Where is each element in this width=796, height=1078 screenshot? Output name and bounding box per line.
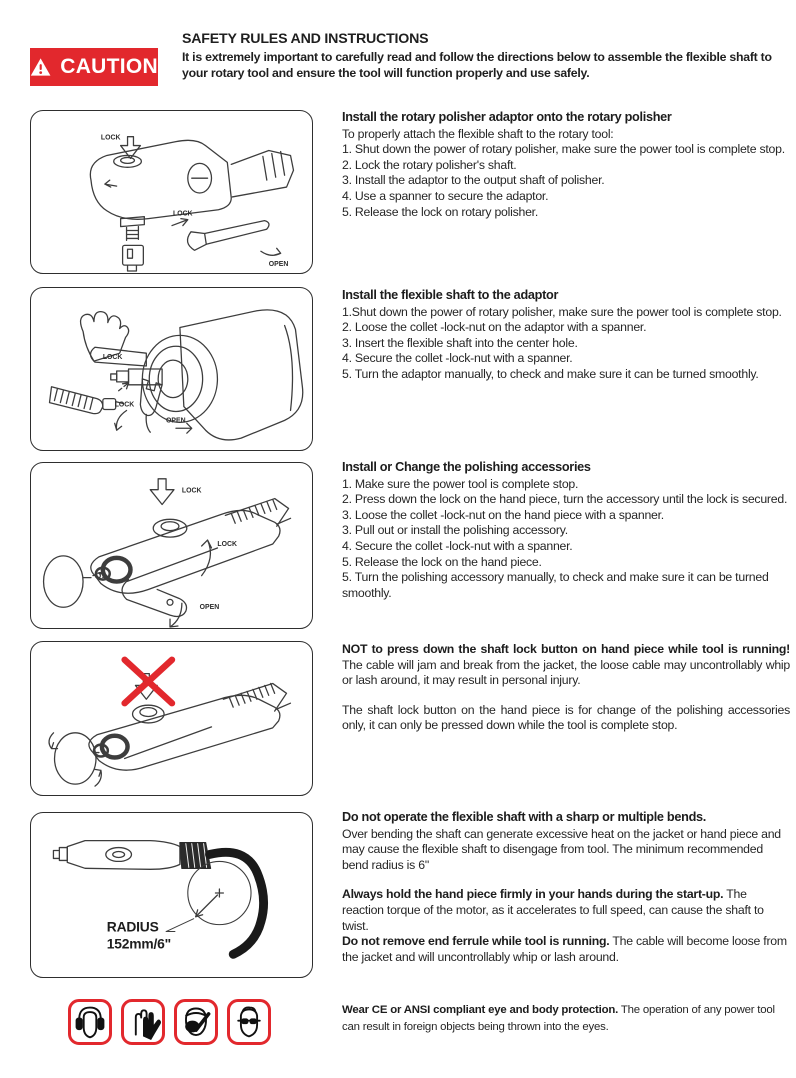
section-heading: Install the flexible shaft to the adaptor [342, 288, 559, 302]
list-item: 3. Pull out or install the polishing accessory. [342, 523, 568, 538]
figure3-lock-side-label: LOCK [217, 540, 238, 548]
list-item: 2. Press down the lock on the hand piece, turn the accessory until the lock is secured. [342, 492, 788, 507]
warning-bold-lead: NOT to press down the shaft lock button on hand piece while tool is running! [342, 642, 790, 656]
safety-icons-row [68, 999, 271, 1045]
list-item: 1. Make sure the power tool is complete stop. [342, 476, 579, 491]
warning-triangle-icon [30, 56, 51, 78]
shaft-to-adaptor-illustration [31, 288, 312, 450]
figure-no-press-lock [30, 641, 313, 796]
ferrule-paragraph [342, 934, 790, 965]
safety-goggles-icon [231, 1004, 267, 1040]
list-item: 2. Loose the collet -lock-nut on the adaptor with a spanner. [342, 320, 647, 335]
hold-paragraph [342, 887, 790, 934]
page-title: SAFETY RULES AND INSTRUCTIONS [182, 31, 429, 47]
list-item: 5. Release the lock on rotary polisher. [342, 204, 538, 219]
figure-bend-radius [30, 812, 313, 978]
caution-label: CAUTION [60, 55, 158, 78]
paragraph-spacer [342, 689, 790, 703]
list-item: 2. Lock the rotary polisher's shaft. [342, 157, 517, 172]
list-item: 5. Release the lock on the hand piece. [342, 554, 542, 569]
protective-gloves-badge [121, 999, 165, 1045]
figure3-lock-top-label: LOCK [181, 487, 202, 495]
section-install-adaptor [342, 110, 790, 220]
warning-paragraph [342, 642, 790, 689]
list-item: 4. Secure the collet -lock-nut with a spanner. [342, 538, 573, 553]
list-item: 1.Shut down the power of rotary polisher, make sure the power tool is complete stop. [342, 304, 782, 319]
ppe-bold-lead: Wear CE or ANSI compliant eye and body protection. [342, 1004, 619, 1016]
dust-mask-icon [178, 1004, 214, 1040]
safety-goggles-badge [227, 999, 271, 1045]
figure1-open-label: OPEN [268, 261, 289, 269]
bend-paragraph: Over bending the shaft can generate excessive heat on the jacket or hand piece and may cause the flexible shaft to disengage from tool. The minimum recommended bend radius is 6" [342, 826, 781, 872]
section-heading: Do not operate the flexible shaft with a sharp or multiple bends. [342, 810, 706, 824]
list-item: 4. Secure the collet -lock-nut with a spanner. [342, 351, 573, 366]
accessory-change-illustration [31, 463, 312, 628]
figure2-lock-arrow-label: LOCK [114, 401, 135, 409]
dust-mask-badge [174, 999, 218, 1045]
paragraph-spacer [342, 873, 790, 887]
ferrule-bold-lead: Do not remove end ferrule while tool is running. [342, 934, 610, 949]
section-lock-warning [342, 642, 790, 734]
figure2-lock-wrench-label: LOCK [102, 354, 123, 362]
section-heading: Install or Change the polishing accessories [342, 460, 591, 474]
lock-button-paragraph: The shaft lock button on the hand piece is for change of the polishing accessories only, it can only be pressed down while the tool is complete stop. [342, 702, 790, 733]
caution-badge [30, 48, 158, 86]
adaptor-install-illustration [31, 111, 312, 273]
section-install-shaft [342, 288, 790, 383]
ppe-note [342, 1002, 790, 1035]
list-item: 1. Shut down the power of rotary polisher, make sure the power tool is complete stop. [342, 142, 785, 157]
radius-label: RADIUS [106, 918, 159, 935]
warning-rest: The cable will jam and break from the jacket, the loose cable may uncontrollably whip or lash around, it may result in personal injury. [342, 657, 790, 688]
ferrule-rest: The cable will become loose from the jacket and will uncontrollably whip or lash around. [342, 934, 787, 964]
ppe-rest: The operation of any power tool can result in foreign objects being thrown into the eyes. [342, 1004, 775, 1033]
section-change-accessories [342, 460, 790, 601]
list-item: To properly attach the flexible shaft to the rotary tool: [342, 126, 614, 141]
figure-shaft-to-adaptor [30, 287, 313, 451]
figure2-open-label: OPEN [166, 417, 186, 425]
no-press-lock-illustration [31, 642, 312, 795]
section-heading: Install the rotary polisher adaptor onto the rotary polisher [342, 110, 672, 124]
list-item: 3. Insert the flexible shaft into the center hole. [342, 335, 578, 350]
figure-accessory-change [30, 462, 313, 629]
section-bend-warning [342, 810, 790, 965]
list-item: 5. Turn the adaptor manually, to check and make sure it can be turned smoothly. [342, 366, 759, 381]
list-item: 3. Install the adaptor to the output shaft of polisher. [342, 173, 605, 188]
hold-bold-lead: Always hold the hand piece firmly in your hands during the start-up. [342, 887, 724, 902]
intro-text: It is extremely important to carefully read and follow the directions below to assemble the flexible shaft to your rotary tool and ensure the tool will function properly and use safely. [182, 50, 772, 80]
bend-radius-illustration [31, 813, 312, 977]
list-item: 3. Loose the collet -lock-nut on the hand piece with a spanner. [342, 507, 664, 522]
hold-rest: The reaction torque of the motor, as it accelerates to full speed, can cause the shaft to twist. [342, 887, 764, 933]
list-item: 4. Use a spanner to secure the adaptor. [342, 188, 549, 203]
ear-protection-badge [68, 999, 112, 1045]
radius-value: 152mm/6" [106, 935, 171, 952]
protective-gloves-icon [125, 1004, 161, 1040]
ear-protection-icon [72, 1004, 108, 1040]
figure3-open-label: OPEN [199, 604, 220, 612]
figure-adaptor-install [30, 110, 313, 274]
list-item: 5. Turn the polishing accessory manually, to check and make sure it can be turned smoothly. [342, 570, 769, 600]
figure1-lock-side-label: LOCK [172, 210, 193, 218]
figure1-lock-top-label: LOCK [100, 134, 121, 142]
